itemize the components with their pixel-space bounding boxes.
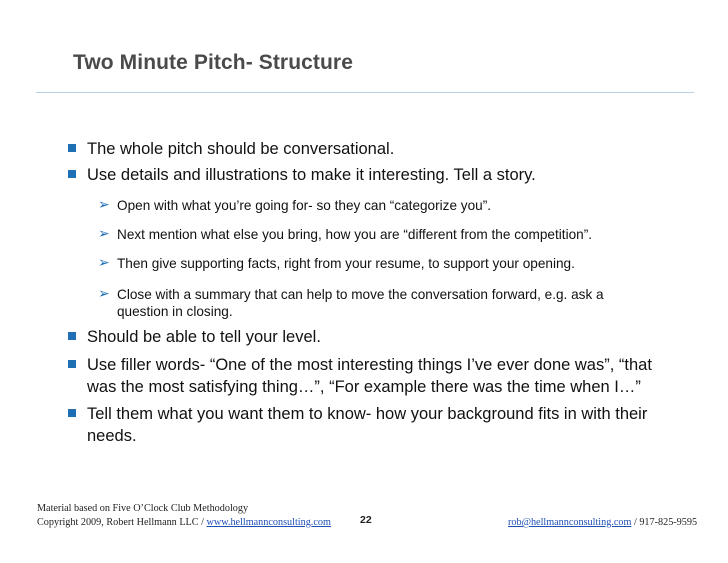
phone-text: / 917-825-9595 xyxy=(633,517,698,528)
square-bullet-icon xyxy=(68,332,76,340)
methodology-note: Material based on Five O’Clock Club Methodology xyxy=(37,503,249,514)
arrow-bullet-icon: ➢ xyxy=(98,226,110,242)
square-bullet-icon xyxy=(68,144,76,152)
sub-bullet-text: Close with a summary that can help to move the conversation forward, e.g. ask a question in closing. xyxy=(117,287,604,319)
bullet-text: Tell them what you want them to know- how your background fits in with their needs. xyxy=(87,405,648,445)
arrow-bullet-icon: ➢ xyxy=(98,255,110,271)
arrow-bullet-icon: ➢ xyxy=(98,286,110,302)
bullet-text: Should be able to tell your level. xyxy=(87,328,321,346)
copyright-line xyxy=(37,516,331,530)
square-bullet-icon xyxy=(68,170,76,178)
bullet-text: The whole pitch should be conversational. xyxy=(87,140,395,158)
website-link[interactable]: www.hellmannconsulting.com xyxy=(206,517,331,528)
arrow-bullet-icon: ➢ xyxy=(98,197,110,213)
footer-right xyxy=(508,516,697,530)
slide-title: Two Minute Pitch- Structure xyxy=(73,51,353,74)
bullet-text: Use details and illustrations to make it interesting. Tell a story. xyxy=(87,166,536,184)
sub-bullet-text: Open with what you’re going for- so they can “categorize you”. xyxy=(117,198,492,213)
square-bullet-icon xyxy=(68,409,76,417)
copyright-text: Copyright 2009, Robert Hellmann LLC / xyxy=(37,517,204,528)
title-divider xyxy=(36,92,694,93)
sub-bullet-text: Next mention what else you bring, how you are “different from the competition”. xyxy=(117,227,593,242)
sub-bullet-text: Then give supporting facts, right from your resume, to support your opening. xyxy=(117,256,575,271)
email-link[interactable]: rob@hellmannconsulting.com xyxy=(508,517,632,528)
bullet-text: Use filler words- “One of the most interesting things I’ve ever done was”, “that was the most satisfying thing…”, “For example there was the time when I…” xyxy=(87,356,652,396)
footer-left xyxy=(37,502,331,530)
square-bullet-icon xyxy=(68,360,76,368)
page-number: 22 xyxy=(360,514,372,526)
